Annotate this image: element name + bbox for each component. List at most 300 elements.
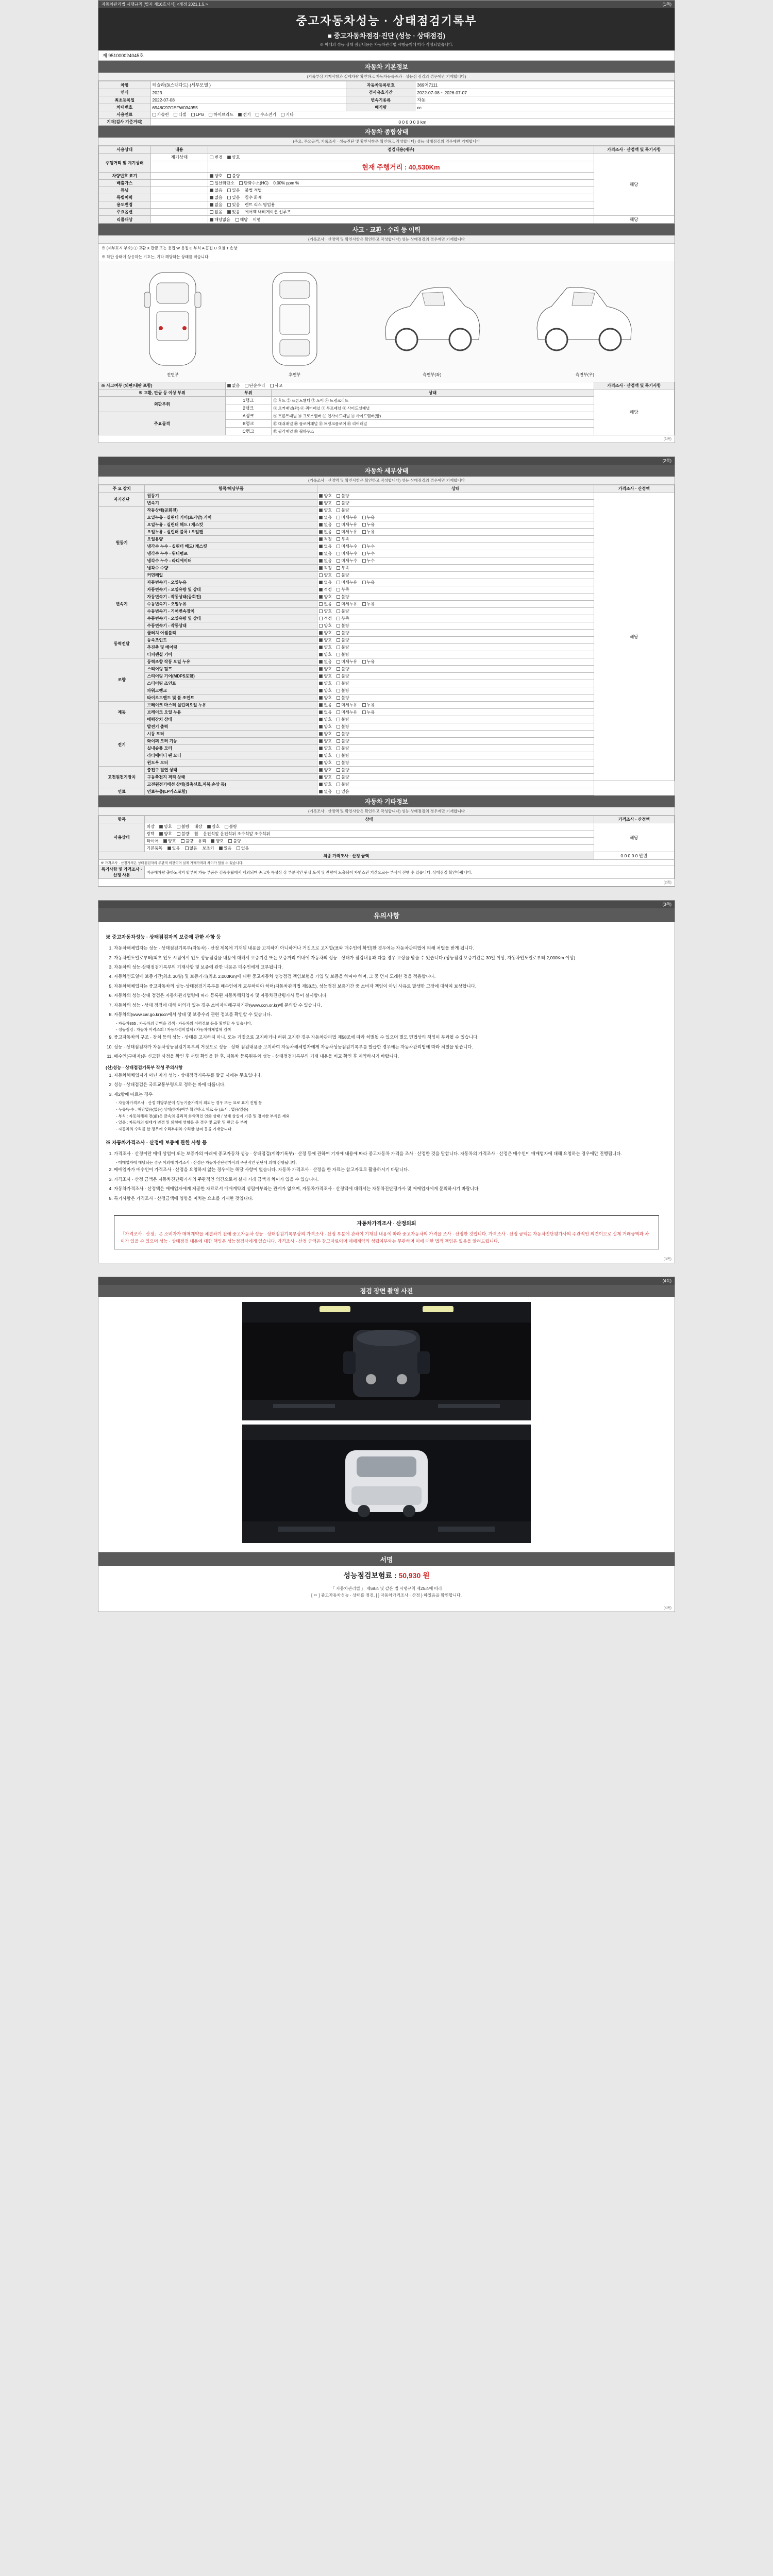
row-options-options[interactable] <box>208 209 594 216</box>
opt-b[interactable]: 불량 <box>337 507 349 513</box>
opt-c[interactable]: 누유 <box>362 529 375 535</box>
detail-state-engine-4[interactable] <box>317 536 594 543</box>
plate-opt-bad[interactable]: 불량 <box>227 173 240 179</box>
detail-state-trans-6[interactable] <box>317 622 594 630</box>
emission-opt-co[interactable]: 일산화탄소 <box>210 180 234 186</box>
page-number-3: (3쪽) <box>662 902 671 907</box>
opt-bad[interactable]: 불량 <box>337 493 349 499</box>
opt-b[interactable]: 불량 <box>337 681 349 686</box>
other-info-table <box>98 816 675 879</box>
opt-b[interactable]: 미세누유 <box>337 529 357 535</box>
detail-state-fuel-0[interactable] <box>317 788 594 795</box>
row-emission-options[interactable] <box>208 180 594 187</box>
tire-opt-bad[interactable]: 불량 <box>181 838 193 844</box>
tire-opt-good[interactable]: 양호 <box>163 838 176 844</box>
detail-state-power-3[interactable] <box>317 651 594 658</box>
opt-b[interactable]: 부족 <box>337 616 349 621</box>
panel-items-3: ⑬ 대쉬패널 ⑭ 플로어패널 ⑮ 트렁크플로어 ⑯ 리어패널 <box>272 420 594 428</box>
opt-a[interactable]: 적정 <box>319 616 331 621</box>
detail-state-engine-9[interactable] <box>317 572 594 579</box>
row-recall-state <box>150 216 208 224</box>
detail-state-power-1[interactable] <box>317 637 594 644</box>
opt-b[interactable]: 불량 <box>337 594 349 600</box>
row-plate-mark-options[interactable] <box>208 173 594 180</box>
key-opt-yes[interactable]: 있음 <box>219 845 231 851</box>
opt-b[interactable]: 불량 <box>337 782 349 787</box>
opt-b[interactable]: 미세누유 <box>337 515 357 520</box>
detail-state-hv-2[interactable] <box>317 781 594 788</box>
section-basic-info-title: 자동차 기본정보 <box>98 61 675 73</box>
detail-state-elec-1[interactable] <box>317 731 594 738</box>
opt-a[interactable]: 양호 <box>319 782 331 787</box>
history-opt-yes[interactable]: 있음 <box>227 195 240 200</box>
opt-b[interactable]: 불량 <box>337 666 349 672</box>
opt-a[interactable]: 없음 <box>319 789 331 794</box>
col-content: 내용 <box>150 146 208 154</box>
detail-item-elec-1: 시동 모터 <box>145 731 317 738</box>
opt-c[interactable]: 누유 <box>362 601 375 607</box>
accident-answer[interactable] <box>225 382 594 389</box>
other-row-3[interactable] <box>145 845 594 852</box>
detail-item-trans-3: 수동변속기 - 오일누유 <box>145 601 317 608</box>
form-reference: 자동차관리법 시행규칙 [별지 제16호서식] <개정 2021.1.5.> <box>102 2 208 7</box>
row-mileage-label <box>150 161 208 173</box>
opt-b[interactable]: 미세누유 <box>337 601 357 607</box>
notice-sub-heading: (신)성능 · 상태점검기록부 작성 주의사항 <box>106 1065 183 1071</box>
detail-state-elec-5[interactable] <box>317 759 594 767</box>
opt-a[interactable]: 양호 <box>319 688 331 693</box>
gauge-opt-changed[interactable]: 변경 <box>210 155 222 160</box>
page-3-footer: (3쪽) <box>663 1258 671 1262</box>
value-first-reg: 2022-07-08 <box>150 96 346 104</box>
opt-bad[interactable]: 불량 <box>337 500 349 506</box>
opt-b[interactable]: 불량 <box>337 774 349 780</box>
opt-b[interactable]: 불량 <box>337 767 349 773</box>
usage-detail: 렌트 리스 영업용 <box>244 202 275 207</box>
notice-body <box>98 922 675 1209</box>
opt-c[interactable]: 누유 <box>362 709 375 715</box>
opt-a[interactable]: 양호 <box>319 652 331 657</box>
emission-opt-hc[interactable]: 탄화수소(HC) <box>239 180 268 186</box>
detail-item-elec-5: 윈도우 모터 <box>145 759 317 767</box>
insurance-fee-value: 50,930 원 <box>398 1571 430 1580</box>
opt-b[interactable]: 미세누수 <box>337 558 357 564</box>
notice-list-5 <box>114 1166 667 1202</box>
detail-state-hv-0[interactable] <box>317 767 594 774</box>
basic-opt-yes[interactable]: 있음 <box>167 845 180 851</box>
opt-a[interactable]: 없음 <box>319 580 331 585</box>
detail-item-selfdiag-trans: 변속기 <box>145 500 317 507</box>
opt-b[interactable]: 불량 <box>337 724 349 730</box>
opt-a[interactable]: 양호 <box>319 760 331 766</box>
notice-item: 6. 자동차의 성능·상태 점검은 자동차관리법령에 따라 등록된 자동차해체업자 및 자동차진단평가사 등이 실시합니다. <box>114 992 667 999</box>
notice-item: 1. 자동차해체업자는 성능 · 상태점검기록부(자동차) · 산정 제목에 기재된 내용을 고지하지 아니하거나 거짓으로 고지할(표와 매수인에 확인)한 경우에는 자동차관리법에 의해 처벌을 받게 됩니다. <box>114 944 667 952</box>
detail-state-elec-0[interactable] <box>317 723 594 731</box>
opt-a[interactable]: 적정 <box>319 587 331 592</box>
fuel-opt-hybrid[interactable]: 하이브리드 <box>209 112 233 117</box>
opt-a[interactable]: 양호 <box>319 572 331 578</box>
detail-item-trans-6: 수동변속기 - 작동상태 <box>145 622 317 630</box>
section-overall-title: 자동차 종합상태 <box>98 126 675 138</box>
page-number-top: (1쪽) <box>662 2 671 7</box>
notice-item: 2. 자동차인도일로부터(최초 인도 시점에서 인도 성능점검을 내용에 대해서 보증기간 또는 보증거리 이내에 자동차의 성능 · 상태가 점검내용과 다를 경우 보상을 받을 수 있습니다.(성능점검 보증기간은 30일 이상, 자동차인도일로부터 2,000Km 이상) <box>114 954 667 961</box>
glass-opt-bad[interactable]: 불량 <box>228 838 241 844</box>
row-tuning-options[interactable] <box>208 187 594 194</box>
pol-opt-bad[interactable]: 불량 <box>177 831 189 837</box>
detail-state-trans-4[interactable] <box>317 608 594 615</box>
fuel-opt-lpg[interactable]: LPG <box>191 112 204 117</box>
detail-state-hv-1[interactable] <box>317 774 594 781</box>
opt-b[interactable]: 있음 <box>337 789 349 794</box>
opt-a[interactable]: 양호 <box>319 507 331 513</box>
opt-b[interactable]: 불량 <box>337 753 349 758</box>
opt-c[interactable]: 누수 <box>362 551 375 556</box>
row-special-history-options[interactable] <box>208 194 594 201</box>
detail-state-elec-2[interactable] <box>317 738 594 745</box>
opt-b[interactable]: 부족 <box>337 536 349 542</box>
opt-a[interactable]: 양호 <box>319 724 331 730</box>
row-special-history-state <box>150 194 208 201</box>
detail-state-steer-5[interactable] <box>317 694 594 702</box>
accident-question: ※ 사고여부 (외판/내판 포함) <box>99 382 226 389</box>
detail-group-electric: 전기 <box>99 723 145 767</box>
detail-state-engine-7[interactable] <box>317 557 594 565</box>
detail-state-elec-4[interactable] <box>317 752 594 759</box>
recall-opt-na[interactable]: 해당없음 <box>210 217 230 223</box>
detail-item-steer-4: 파워크랭크 <box>145 687 317 694</box>
opt-b[interactable]: 불량 <box>337 623 349 629</box>
recall-price-note: 해당 <box>594 216 674 224</box>
other-col-price: 가격조사 · 산정액 <box>594 816 674 823</box>
opt-a[interactable]: 양호 <box>319 630 331 636</box>
detail-state-engine-2[interactable] <box>317 521 594 529</box>
notice-item: 10. 성능 · 상태점검자가 자동차성능점검기록부의 거짓으로 성능 · 상태 점검내용을 고지하여 자동차해체업자에게 자동차성능점검기록부를 발급한 경우에는 자동차관리법에 따라 처벌을 받습니다. <box>114 1043 667 1050</box>
car-view-rear <box>256 267 333 378</box>
opt-b[interactable]: 불량 <box>337 731 349 737</box>
opt-good[interactable]: 양호 <box>319 500 331 506</box>
detail-state-steer-1[interactable] <box>317 666 594 673</box>
col-usage-state: 사용상태 <box>99 146 151 154</box>
opt-a[interactable]: 양호 <box>319 623 331 629</box>
detail-group-highvoltage: 고전원전기장치 <box>99 767 145 788</box>
car-view-left <box>378 267 486 378</box>
detail-col-item: 항목/해당부품 <box>145 485 317 493</box>
detail-state-engine-0[interactable] <box>317 507 594 514</box>
section-detail-sub: (기록조사 · 산정액 및 확인사항은 확인하고 작성합니다) 성능·상태점검의 경우에만 기재합니다 <box>98 477 675 485</box>
detail-item-brake-1: 브레이크 오일 누유 <box>145 709 317 716</box>
opt-b[interactable]: 불량 <box>337 717 349 722</box>
detail-state-engine-3[interactable] <box>317 529 594 536</box>
label-fuel: 사용연료 <box>99 111 151 118</box>
detail-item-engine-8: 냉각수 수량 <box>145 565 317 572</box>
opt-a[interactable]: 양호 <box>319 745 331 751</box>
car-view-front-label: 전면부 <box>166 372 179 377</box>
fuel-options[interactable] <box>150 111 674 118</box>
opt-a[interactable]: 없음 <box>319 601 331 607</box>
panel-items-1: ⑤ 로커패널(좌) ⑥ 쿼터패널 ⑦ 루프패널 ⑧ 사이드실패널 <box>272 404 594 412</box>
opt-b[interactable]: 불량 <box>337 630 349 636</box>
basic-opt-no[interactable]: 없음 <box>185 845 197 851</box>
sheet-header-4 <box>98 1277 675 1285</box>
label-first-reg: 최초등록일 <box>99 96 151 104</box>
accident-opt-none[interactable]: 없음 <box>227 383 240 388</box>
car-view-rear-label: 후면부 <box>289 372 301 377</box>
row-gauge-state: 계기상태 <box>150 154 208 161</box>
opt-b[interactable]: 부족 <box>337 565 349 571</box>
opt-a[interactable]: 없음 <box>319 522 331 528</box>
fuel-opt-hydrogen[interactable]: 수소전기 <box>256 112 276 117</box>
key-opt-no[interactable]: 없음 <box>237 845 249 851</box>
detail-state-engine-5[interactable] <box>317 543 594 550</box>
page-1-footer: (1쪽) <box>663 437 671 441</box>
detail-item-engine-2: 오일누유 - 실린더 헤드 / 개스킷 <box>145 521 317 529</box>
opt-b[interactable]: 부족 <box>337 587 349 592</box>
detail-price-note: 해당 <box>594 493 674 781</box>
row-recall-options[interactable] <box>208 216 594 224</box>
detail-item-elec-0: 발전기 출력 <box>145 723 317 731</box>
opt-c[interactable]: 누유 <box>362 580 375 585</box>
detail-group-engine: 원동기 <box>99 507 145 579</box>
opt-a[interactable]: 양호 <box>319 738 331 744</box>
detail-state-trans-5[interactable] <box>317 615 594 622</box>
opt-a[interactable]: 양호 <box>319 666 331 672</box>
opt-b[interactable]: 미세누수 <box>337 551 357 556</box>
opt-a[interactable]: 없음 <box>319 551 331 556</box>
section-other-title: 자동차 기타정보 <box>98 795 675 807</box>
opt-a[interactable]: 양호 <box>319 645 331 650</box>
opt-b[interactable]: 불량 <box>337 673 349 679</box>
opt-b[interactable]: 미세누유 <box>337 580 357 585</box>
notice-list-4 <box>114 1150 667 1157</box>
detail-state-steer-4[interactable] <box>317 687 594 694</box>
section-accident-title: 사고 · 교환 · 수리 등 이력 <box>98 224 675 235</box>
value-transmission: 자동 <box>415 96 675 104</box>
section-overall-sub: (주요, 주요골격, 기록조사 · 성능진단 및 확인사항은 확인하고 작성합니다) 성능·상태점검의 경우에만 기재합니다 <box>98 138 675 146</box>
opt-a[interactable]: 양호 <box>319 767 331 773</box>
opt-b[interactable]: 불량 <box>337 645 349 650</box>
detail-state-table <box>98 485 675 795</box>
other-row-1[interactable] <box>145 831 594 838</box>
opt-b[interactable]: 불량 <box>337 745 349 751</box>
notice-sub-1: - 성능점검 : 자동차 이력조회 / 자동차정비업체 / 자동차해체업체 검색 <box>116 1027 231 1032</box>
opt-a[interactable]: 없음 <box>319 709 331 715</box>
photo-gallery <box>98 1297 675 1552</box>
opt-b[interactable]: 불량 <box>337 608 349 614</box>
opt-b[interactable]: 미세누유 <box>337 709 357 715</box>
opt-a[interactable]: 양호 <box>319 594 331 600</box>
opt-c[interactable]: 누유 <box>362 702 375 708</box>
notice-sub-3: - 누유/누수 : 해당없음(없음) 상태(하자)여부 확인하고 체크 등 (표시 : 없음/있음) <box>116 1107 248 1112</box>
opt-a[interactable]: 없음 <box>319 529 331 535</box>
panel-items-0: ① 후드 ② 프론트휀더 ③ 도어 ④ 트렁크리드 <box>272 397 594 404</box>
opt-b[interactable]: 미세누유 <box>337 659 357 665</box>
panel-rank-2: A랭크 <box>225 412 271 420</box>
accident-opt-simple[interactable]: 단순수리 <box>245 383 265 388</box>
row-special-history-label: 특별이력 <box>99 194 151 201</box>
legal-footnote-line2: [ ㅇ ] 중고자동차성능 · 상태를 점검, [ ] 자동차가격조사 · 산정 } 하였음을 확인합니다. <box>311 1593 462 1598</box>
detail-state-selfdiag-trans[interactable] <box>317 500 594 507</box>
detail-state-steer-3[interactable] <box>317 680 594 687</box>
opt-b[interactable]: 미세누유 <box>337 702 357 708</box>
accident-legend-2: ※ 하단 상태에 상응하는 기호는, 기타 해당하는 상태를 적습니다. <box>102 255 210 259</box>
notice-item: 8. 자동차의(www.car.go.kr)ccn에서 상태 및 보증수리 관련 정보를 확인할 수 있습니다. <box>114 1011 667 1018</box>
int-opt-bad[interactable]: 불량 <box>225 824 237 829</box>
detail-state-elec-3[interactable] <box>317 745 594 752</box>
detail-item-brake-0: 브레이크 마스터 실린더오일 누유 <box>145 702 317 709</box>
section-accident-sub: (기록조사 · 산정액 및 확인사항은 확인하고 작성합니다) 성능·상태점검의 경우에만 기재합니다 <box>98 235 675 244</box>
notice-item: 3. 자동차의 성능·상태점검기록부의 기재사항 및 보증에 관한 내용은 매수인에게 교부됩니다. <box>114 963 667 971</box>
detail-item-trans-4: 수동변속기 - 기어변속장치 <box>145 608 317 615</box>
opt-c[interactable]: 누수 <box>362 544 375 549</box>
opt-a[interactable]: 없음 <box>319 659 331 665</box>
panel-group-0: 외판부위 <box>99 397 226 412</box>
opt-c[interactable]: 누유 <box>362 515 375 520</box>
gauge-opt-good[interactable]: 양호 <box>227 155 240 160</box>
detail-item-trans-5: 수동변속기 - 오일유량 및 상태 <box>145 615 317 622</box>
opt-b[interactable]: 불량 <box>337 637 349 643</box>
opt-b[interactable]: 미세누유 <box>337 522 357 528</box>
opt-a[interactable]: 양호 <box>319 673 331 679</box>
opt-a[interactable]: 양호 <box>319 717 331 722</box>
value-plate-no: 369어7111 <box>415 81 675 89</box>
opt-a[interactable]: 양호 <box>319 608 331 614</box>
option-opt-yes[interactable]: 있음 <box>227 209 240 215</box>
option-opt-none[interactable]: 없음 <box>210 209 222 215</box>
opt-a[interactable]: 없음 <box>319 702 331 708</box>
plate-opt-good[interactable]: 양호 <box>210 173 222 179</box>
opt-b[interactable]: 불량 <box>337 572 349 578</box>
tuning-opt-yes[interactable]: 있음 <box>227 188 240 193</box>
detail-state-trans-2[interactable] <box>317 594 594 601</box>
label-transmission: 변속기종류 <box>346 96 415 104</box>
ext-opt-bad[interactable]: 불량 <box>177 824 189 829</box>
recall-opt-yes[interactable]: 해당 <box>236 217 248 223</box>
car-view-left-label: 측면부(좌) <box>423 372 442 377</box>
detail-item-engine-5: 냉각수 누수 - 실린더 헤드/ 개스킷 <box>145 543 317 550</box>
detail-state-engine-8[interactable] <box>317 565 594 572</box>
panel-head-2: 상태 <box>272 389 594 397</box>
ext-opt-good[interactable]: 양호 <box>159 824 172 829</box>
opt-b[interactable]: 미세누수 <box>337 544 357 549</box>
accident-opt-accident[interactable]: 사고 <box>270 383 282 388</box>
final-price-label: 최종 가격조사 · 산정 금액 <box>99 852 594 860</box>
detail-item-fuel-0: 연료누출(LP가스포함) <box>145 788 317 795</box>
detail-state-trans-0[interactable] <box>317 579 594 586</box>
detail-state-engine-6[interactable] <box>317 550 594 557</box>
detail-group-powertrain: 동력전달 <box>99 630 145 658</box>
opt-a[interactable]: 양호 <box>319 753 331 758</box>
detail-state-power-2[interactable] <box>317 644 594 651</box>
signature-section-title: 서명 <box>98 1552 675 1566</box>
opt-a[interactable]: 양호 <box>319 731 331 737</box>
label-plate-no: 자동차등록번호 <box>346 81 415 89</box>
detail-state-brake-0[interactable] <box>317 702 594 709</box>
other-group-label: 사용상태 <box>99 823 145 852</box>
detail-state-selfdiag-engine[interactable] <box>317 493 594 500</box>
opt-c[interactable]: 누유 <box>362 522 375 528</box>
glass-opt-good[interactable]: 양호 <box>211 838 223 844</box>
detail-state-brake-2[interactable] <box>317 716 594 723</box>
opt-b[interactable]: 불량 <box>337 695 349 701</box>
car-diagram-row <box>102 264 671 379</box>
history-opt-none[interactable]: 없음 <box>210 195 222 200</box>
detail-state-engine-1[interactable] <box>317 514 594 521</box>
detail-group-fuel: 연료 <box>99 788 145 795</box>
opt-a[interactable]: 없음 <box>319 515 331 520</box>
photo-section-title: 점검 장면 촬영 사진 <box>98 1285 675 1297</box>
usage-opt-yes[interactable]: 있음 <box>227 202 240 208</box>
page-number-2: (2쪽) <box>662 459 671 463</box>
row-gauge-options[interactable] <box>208 154 594 161</box>
notice-item: 2. 성능 · 상태점검은 국토교통부령으로 정하는 바에 따릅니다. <box>114 1081 667 1088</box>
opt-a[interactable]: 양호 <box>319 681 331 686</box>
sheet-header-3 <box>98 901 675 908</box>
detail-col-price: 가격조사 · 산정액 <box>594 485 674 493</box>
detail-state-trans-3[interactable] <box>317 601 594 608</box>
panel-rank-1: 2랭크 <box>225 404 271 412</box>
opt-a[interactable]: 양호 <box>319 695 331 701</box>
value-car-name: 테슬라(3/스탠다드) (세부모델 ) <box>150 81 346 89</box>
tuning-opt-none[interactable]: 없음 <box>210 188 222 193</box>
section-detail-title: 자동차 세부상태 <box>98 465 675 477</box>
other-row-0[interactable] <box>145 823 594 831</box>
fuel-opt-electric[interactable]: 전기 <box>238 112 250 117</box>
row-plate-mark-state <box>150 173 208 180</box>
other-row-2[interactable] <box>145 838 594 845</box>
opt-c[interactable]: 누유 <box>362 659 375 665</box>
detail-item-elec-4: 라디에이터 팬 모터 <box>145 752 317 759</box>
opt-c[interactable]: 누수 <box>362 558 375 564</box>
value-displacement: cc <box>415 104 675 111</box>
panel-head-0: ※ 교환, 판금 등 이상 부위 <box>99 389 226 397</box>
opt-good[interactable]: 양호 <box>319 493 331 499</box>
row-usage-change-options[interactable] <box>208 201 594 209</box>
opt-a[interactable]: 양호 <box>319 774 331 780</box>
detail-state-power-0[interactable] <box>317 630 594 637</box>
detail-item-power-3: 디퍼렌셜 기어 <box>145 651 317 658</box>
detail-state-steer-2[interactable] <box>317 673 594 680</box>
opt-b[interactable]: 불량 <box>337 688 349 693</box>
opt-a[interactable]: 양호 <box>319 637 331 643</box>
opt-a[interactable]: 없음 <box>319 544 331 549</box>
wheel-positions: 운전석앞 운전석뒤 조수석앞 조수석뒤 <box>203 832 271 836</box>
int-opt-good[interactable]: 양호 <box>207 824 220 829</box>
page-caption: ※ 아래의 성능·상태 점검내용은 자동차관리법 시행규칙에 따라 작성되었습니다. <box>320 42 453 47</box>
insurance-fee-row <box>98 1566 675 1585</box>
special-note-label: 특기사항 및 가격조사 · 산정 사유 <box>99 866 145 879</box>
fuel-opt-other[interactable]: 기타 <box>281 112 293 117</box>
opt-a[interactable]: 적정 <box>319 536 331 542</box>
opt-b[interactable]: 불량 <box>337 738 349 744</box>
opt-b[interactable]: 불량 <box>337 652 349 657</box>
value-inspection-period: 2022-07-08 ~ 2026-07-07 <box>415 89 675 96</box>
detail-state-trans-1[interactable] <box>317 586 594 594</box>
opt-a[interactable]: 없음 <box>319 558 331 564</box>
pol-opt-good[interactable]: 양호 <box>159 831 172 837</box>
detail-state-steer-0[interactable] <box>317 658 594 666</box>
detail-state-brake-1[interactable] <box>317 709 594 716</box>
fuel-opt-diesel[interactable]: 디젤 <box>174 112 186 117</box>
detail-item-power-2: 추진축 및 베어링 <box>145 644 317 651</box>
detail-col-state: 상태 <box>317 485 594 493</box>
car-view-front <box>134 267 211 378</box>
fuel-opt-gasoline[interactable]: 가솔린 <box>153 112 169 117</box>
accident-price-label: 가격조사 · 산정액 및 특기사항 <box>594 382 674 389</box>
usage-opt-none[interactable]: 없음 <box>210 202 222 208</box>
car-view-right-label: 측면부(우) <box>575 372 594 377</box>
opt-b[interactable]: 불량 <box>337 760 349 766</box>
opt-a[interactable]: 적정 <box>319 565 331 571</box>
